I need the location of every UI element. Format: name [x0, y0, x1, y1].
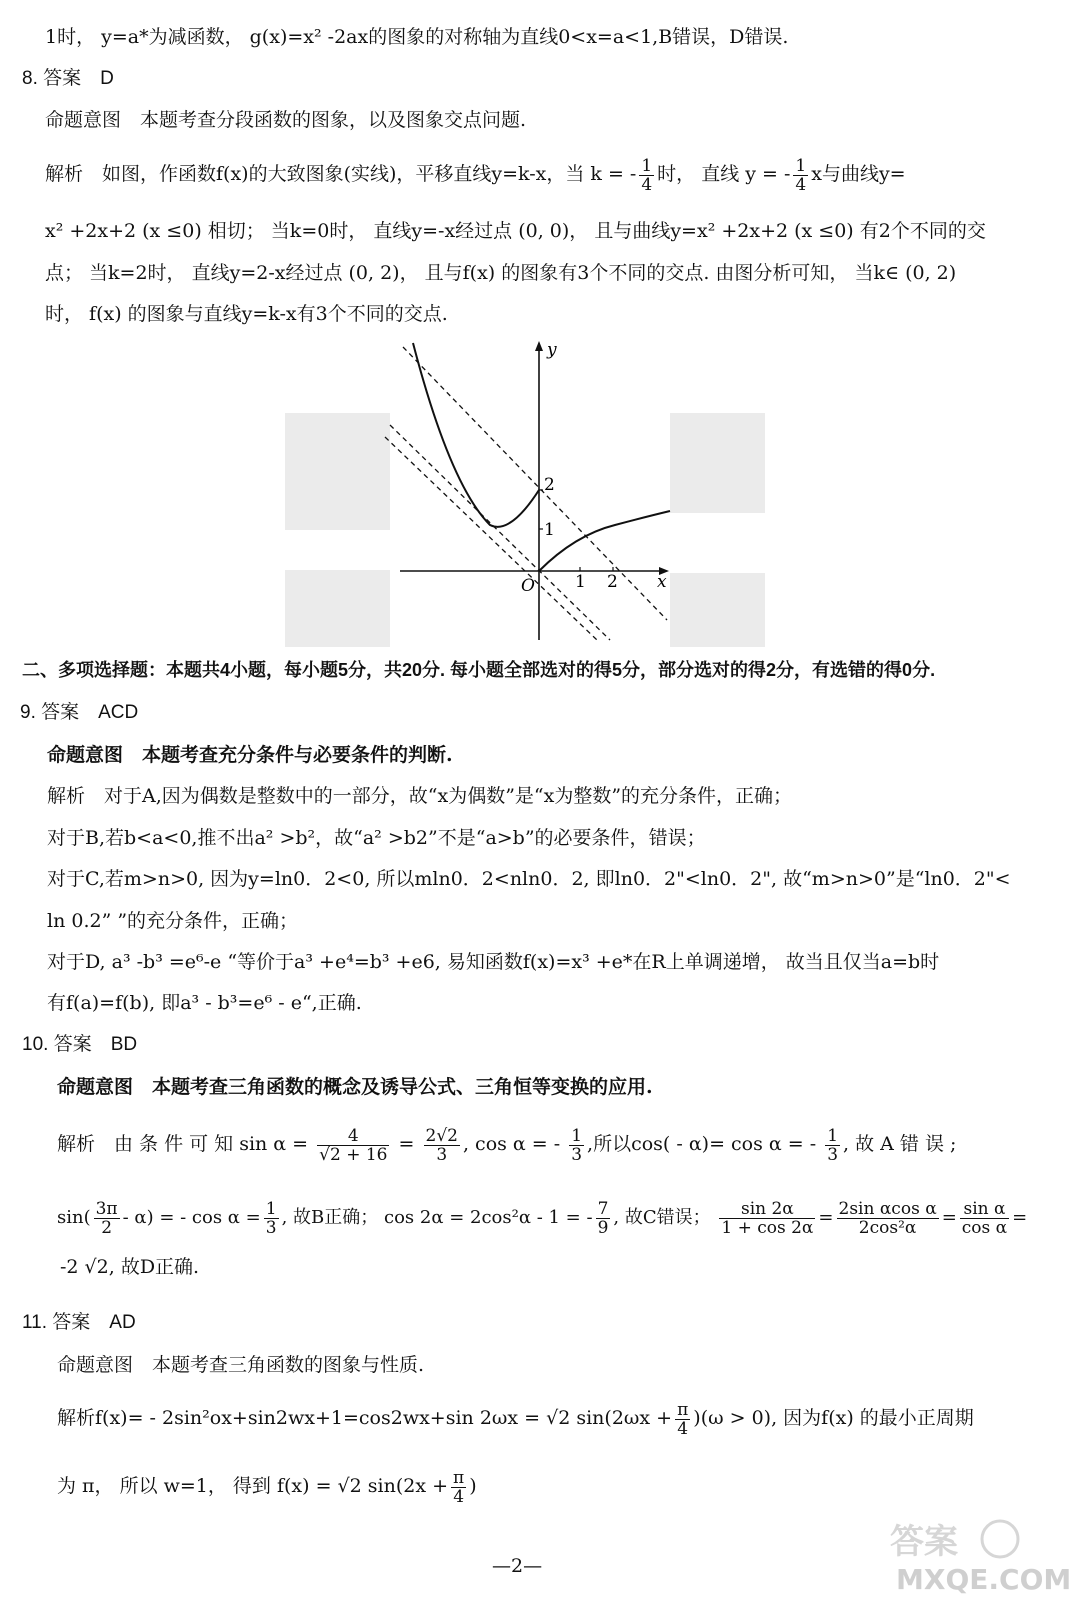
- x-axis-label: x: [657, 572, 667, 592]
- y-tick-label-2: 2: [544, 475, 555, 495]
- q8-fraction-2: $\frac{1}{4}$: [795, 155, 807, 195]
- q10-text-d: , 故 A 错 误 ;: [843, 1133, 957, 1155]
- q8-sol-text-b: 时， 直线 y = -: [657, 163, 791, 185]
- q11-answer-heading: 11. 答案 AD: [22, 1312, 136, 1333]
- watermark-logo: [870, 1515, 1070, 1595]
- y-axis-arrow: [535, 341, 543, 351]
- q9-sol-d2: 有f(a)=f(b), 即a³ - b³=e⁶ - e“,正确.: [47, 992, 362, 1014]
- q10-frac-9: $\frac{\text{2sin αcos α}}{\text{2cos²α}}$: [838, 1198, 937, 1238]
- watermark-svg: [870, 1515, 1070, 1595]
- q9-sol-c2: ln 0.2” ”的充分条件，正确；: [47, 910, 299, 932]
- q8-solution-line3: 点； 当k=2时， 直线y=2-x经过点 (0, 2)， 且与f(x) 的图象有3个不同的交点. 由图分析可知， 当k∈ (0, 2): [45, 262, 957, 284]
- q8-solution-line4: 时， f(x) 的图象与直线y=k-x有3个不同的交点.: [45, 303, 448, 325]
- q10-text-e: sin(: [57, 1207, 91, 1228]
- q9-intent: 命题意图 本题考查充分条件与必要条件的判断.: [47, 744, 453, 766]
- watermark-top-text: 答案: [890, 1522, 958, 1562]
- q10-eq-4: =: [1012, 1207, 1028, 1228]
- q11-frac-2: $\frac{\pi}{4}$: [453, 1467, 465, 1507]
- q10-answer-heading: 10. 答案 BD: [22, 1034, 138, 1055]
- q10-frac-1: $\frac{4}{√2 + 16}$: [319, 1125, 388, 1165]
- q10-text-b: , cos α = -: [462, 1133, 561, 1155]
- origin-label: O: [521, 576, 535, 596]
- watermark-bottom-text: MXQE.COM: [896, 1563, 1070, 1595]
- function-graph-figure: [285, 335, 765, 647]
- y-tick-label-1: 1: [544, 520, 555, 540]
- q11-sol-line1: [57, 1395, 974, 1441]
- q8-intent: 命题意图 本题考查分段函数的图象，以及图象交点问题.: [45, 109, 527, 131]
- q9-sol-d1: 对于D, a³ -b³ =e⁶-e “等价于a³ +e⁴=b³ +e6, 易知函数f(x)=x³ +e*在R上单调递增， 故当且仅当a=b时: [47, 951, 940, 973]
- figure-bg-left-band: [285, 530, 390, 570]
- q10-intent: 命题意图 本题考查三角函数的概念及诱导公式、三角恒等变换的应用.: [57, 1076, 653, 1098]
- q9-sol-b: 对于B,若b<a<0,推不出a² >b²，故“a² >b2”不是“a>b”的必要条件，错误；: [47, 827, 706, 849]
- q10-sol-line2: [57, 1194, 1027, 1242]
- q9-sol-a: 解析 对于A,因为偶数是整数中的一部分，故“x为偶数”是“x为整数”的充分条件，正确；: [47, 785, 793, 807]
- q10-frac-10: $\frac{\text{sin α}}{\text{cos α}}$: [961, 1198, 1008, 1238]
- y-axis-label: y: [547, 340, 557, 360]
- q11-text-d: ): [469, 1475, 477, 1497]
- q11-frac-1: $\frac{\pi}{4}$: [677, 1399, 689, 1439]
- q10-sol-line1: [57, 1120, 956, 1168]
- q8-answer-heading: 8. 答案 D: [22, 68, 114, 89]
- q10-frac-3: $\frac{1}{3}$: [571, 1125, 583, 1165]
- q10-frac-6: $\frac{1}{3}$: [265, 1198, 277, 1238]
- q11-text-a: 解析f(x)= - 2sin²ox+sin2wx+1=cos2wx+sin 2ωx = √2 sin(2ωx +: [57, 1407, 673, 1429]
- q10-eq-3: =: [941, 1207, 957, 1228]
- q8-sol-text-c: x与曲线y=: [811, 163, 906, 185]
- q10-text-c: ,所以cos( - α)= cos α = -: [587, 1133, 817, 1155]
- q10-eq-1: =: [398, 1133, 415, 1155]
- q10-frac-7: $\frac{7}{9}$: [597, 1198, 609, 1238]
- q10-frac-5: $\frac{3\pi}{2}$: [95, 1198, 118, 1238]
- q10-frac-2: $\frac{2√2}{3}$: [425, 1125, 458, 1165]
- q10-text-h: , 故C错误；: [613, 1207, 711, 1228]
- q11-text-c: 为 π， 所以 w=1， 得到 f(x) = √2 sin(2x +: [57, 1475, 449, 1497]
- q11-sol-line2: [57, 1463, 477, 1509]
- q10-eq-2: =: [818, 1207, 834, 1228]
- section-2-heading: 二、多项选择题：本题共4小题，每小题5分，共20分. 每小题全部选对的得5分，部分选对的得2分，有选错的得0分.: [22, 660, 936, 680]
- figure-bg-center: [390, 413, 670, 647]
- x-tick-label-1: 1: [575, 572, 586, 592]
- watermark-circle: [982, 1521, 1018, 1557]
- graph-svg: [285, 335, 765, 647]
- q11-intent: 命题意图 本题考查三角函数的图象与性质.: [57, 1354, 425, 1376]
- figure-bg-right-band: [670, 513, 765, 573]
- q8-solution-line1: [45, 152, 906, 196]
- intro-line: 1时， y=a*为减函数， g(x)=x² -2ax的图象的对称轴为直线0<x=a<1,B错误，D错误.: [45, 26, 789, 48]
- q10-text-g: , 故B正确； cos 2α = 2cos²α - 1 = -: [281, 1207, 593, 1228]
- q10-text-a: 解析 由 条 件 可 知 sin α =: [57, 1133, 309, 1155]
- page-number: —2—: [492, 1555, 543, 1577]
- x-tick-label-2: 2: [607, 572, 618, 592]
- q10-sol-line3: -2 √2, 故D正确.: [60, 1256, 200, 1278]
- q10-text-f: - α) = - cos α =: [122, 1207, 261, 1228]
- q8-sol-text-a: 解析 如图，作函数f(x)的大致图象(实线)，平移直线y=k-x，当 k = -: [45, 163, 637, 185]
- q8-solution-line2: x² +2x+2 (x ≤0) 相切； 当k=0时， 直线y=-x经过点 (0, 0)， 且与曲线y=x² +2x+2 (x ≤0) 有2个不同的交: [45, 220, 986, 242]
- q10-frac-4: $\frac{1}{3}$: [827, 1125, 839, 1165]
- q8-fraction-1: $\frac{1}{4}$: [641, 155, 653, 195]
- q9-sol-c1: 对于C,若m>n>0, 因为y=ln0．2<0, 所以mln0．2<nln0．2, 即ln0．2"<ln0．2", 故“m>n>0”是“ln0．2"<: [47, 868, 1011, 890]
- q10-frac-8: $\frac{\sin 2\alpha}{1 + \cos 2\alpha}$: [721, 1198, 814, 1238]
- q9-answer-heading: 9. 答案 ACD: [20, 702, 139, 723]
- q11-text-b: )(ω > 0), 因为f(x) 的最小正周期: [693, 1407, 974, 1429]
